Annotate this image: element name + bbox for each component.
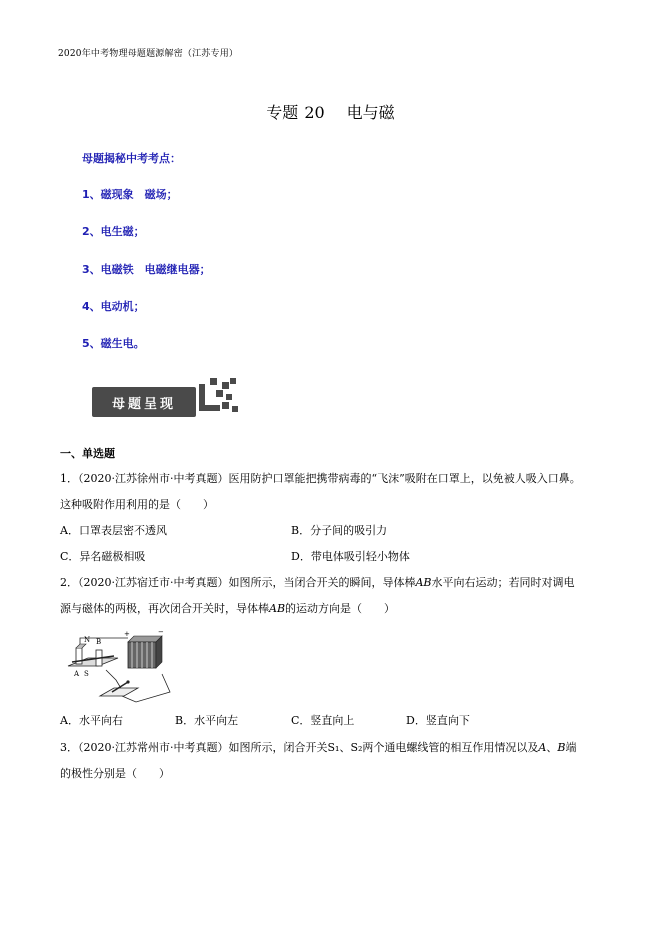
q1-line1: 1．（2020·江苏徐州市·中考真题）医用防护口罩能把携带病毒的“飞沫”吸附在口罩上，以免被人吸入口鼻。	[60, 472, 581, 485]
page-header: 2020年中考物理母题题源解密（江苏专用）	[58, 49, 239, 59]
q1-option-d: D．带电体吸引轻小物体	[291, 550, 410, 563]
q2-text: 水平向右运动；若同时对调电	[431, 576, 575, 589]
q2-option-a: A．水平向右	[60, 714, 123, 727]
q2-text: 2．（2020·江苏宿迁市·中考真题）如图所示，当闭合开关的瞬间，导体棒	[60, 576, 416, 589]
banner-text: 母题呈现	[111, 397, 176, 412]
battery-icon	[128, 636, 162, 668]
key-point-item: 1、磁现象 磁场；	[82, 188, 178, 201]
q3-text: 、	[546, 741, 558, 754]
figure-label-minus: −	[158, 630, 164, 636]
page-title	[0, 100, 661, 123]
figure-label-n: N	[84, 636, 91, 644]
q3-switch-s1: S₁	[327, 741, 340, 754]
title-number: 20	[304, 103, 325, 122]
key-point-item: 3、电磁铁 电磁继电器；	[82, 263, 211, 276]
q2-option-b: B．水平向左	[175, 714, 239, 727]
q1-option-a: A．口罩表层密不透风	[60, 524, 167, 537]
figure-label-a: A	[74, 670, 80, 678]
figure-label-plus: +	[124, 630, 130, 638]
q3-switch-s2: S₂	[350, 741, 363, 754]
q3-text: 3．（2020·江苏常州市·中考真题）如图所示，闭合开关	[60, 741, 328, 754]
title-topic: 电与磁	[346, 103, 395, 122]
section-banner	[92, 384, 242, 420]
q3-var-a: A	[538, 741, 547, 754]
key-point-item: 5、磁生电。	[82, 337, 145, 350]
q2-line1	[60, 574, 575, 590]
q2-option-c: C．竖直向上	[291, 714, 355, 727]
q2-text: 源与磁体的两极，再次闭合开关时，导体棒	[60, 602, 269, 615]
motor-circuit-figure	[66, 630, 176, 705]
q3-text: 两个通电螺线管的相互作用情况以及	[362, 741, 539, 754]
section-title: 一、单选题	[60, 447, 115, 460]
q2-text: 的运动方向是（ ）	[285, 602, 396, 615]
q3-var-b: B	[557, 741, 566, 754]
q2-option-d: D．竖直向下	[406, 714, 470, 727]
q3-line1	[60, 739, 576, 755]
q2-var-ab: AB	[415, 576, 432, 589]
key-point-item: 4、电动机；	[82, 300, 145, 313]
key-points-heading: 母题揭秘中考考点：	[82, 152, 181, 165]
banner-bar	[92, 387, 196, 417]
q2-var-ab: AB	[269, 602, 286, 615]
q3-text: 端	[565, 741, 577, 754]
figure-label-b: B	[96, 638, 102, 646]
q1-line2: 这种吸附作用利用的是（ ）	[60, 498, 214, 511]
q3-line2: 的极性分别是（ ）	[60, 767, 170, 780]
title-prefix: 专题	[266, 103, 299, 122]
q1-option-c: C．异名磁极相吸	[60, 550, 146, 563]
q2-line2	[60, 600, 395, 616]
figure-label-s: S	[84, 670, 89, 678]
q1-option-b: B．分子间的吸引力	[291, 524, 388, 537]
q3-text: 、	[339, 741, 351, 754]
banner-decoration-icon	[196, 378, 242, 418]
key-point-item: 2、电生磁；	[82, 225, 145, 238]
switch-icon	[100, 680, 138, 696]
